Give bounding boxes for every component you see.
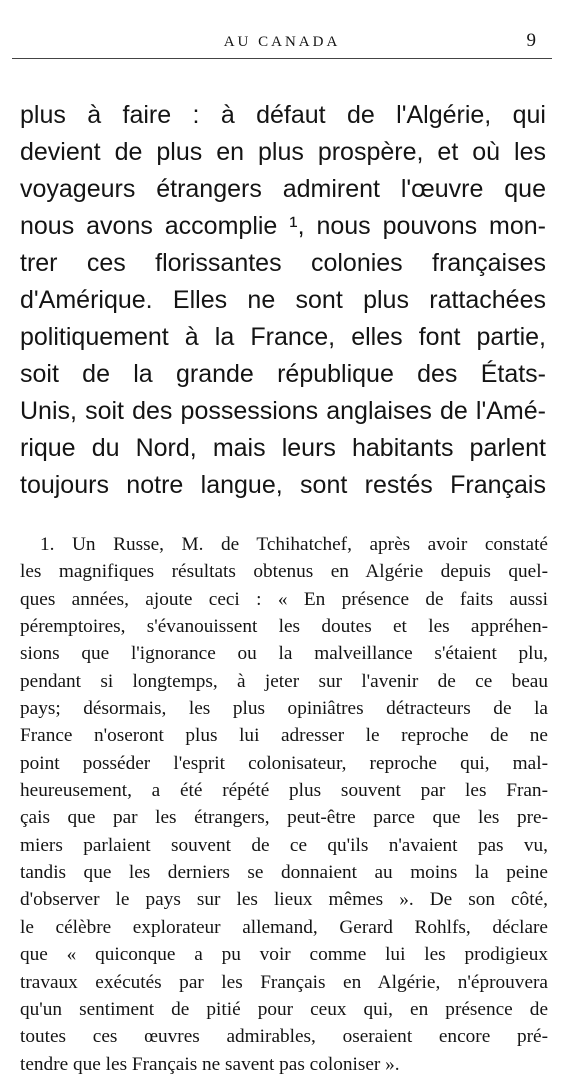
footnote-line: 1. Un Russe, M. de Tchihatchef, après avoir constaté bbox=[40, 534, 548, 555]
footnote-line: que « quiconque a pu voir comme lui les prodigieux bbox=[20, 944, 548, 966]
text-line: Unis, soit des possessions anglaises de l'Amé- bbox=[20, 397, 546, 425]
footnote bbox=[20, 531, 548, 1078]
footnote-line: tandis que les derniers se donnaient au moins la peine bbox=[20, 862, 548, 884]
text-line: d'Amérique. Elles ne sont plus rattachées bbox=[20, 286, 546, 314]
footnote-line: pays; désormais, les plus opiniâtres détracteurs de la bbox=[20, 698, 548, 720]
page-number: 9 bbox=[526, 30, 536, 51]
footnote-line: les magnifiques résultats obtenus en Algérie depuis quel- bbox=[20, 561, 548, 583]
text-line: nous avons accomplie ¹, nous pouvons mon- bbox=[20, 212, 546, 240]
text-line: devient de plus en plus prospère, et où les bbox=[20, 138, 546, 166]
footnote-line: point posséder l'esprit colonisateur, reproche qui, mal- bbox=[20, 752, 548, 774]
footnote-line: d'observer le pays sur les lieux mêmes ». De son côté, bbox=[20, 889, 548, 911]
footnote-line: sions que l'ignorance ou la malveillance s'étaient plu, bbox=[20, 643, 548, 665]
text-line: politiquement à la France, elles font partie, bbox=[20, 323, 546, 351]
footnote-line: toutes ces œuvres admirables, oseraient encore pré- bbox=[20, 1026, 548, 1048]
footnote-line: qu'un sentiment de pitié pour ceux qui, en présence de bbox=[20, 998, 548, 1020]
text-line: rique du Nord, mais leurs habitants parlent bbox=[20, 434, 546, 462]
page-header bbox=[12, 22, 552, 52]
footnote-line: pendant si longtemps, à jeter sur l'avenir de ce beau bbox=[20, 670, 548, 692]
text-line: plus à faire : à défaut de l'Algérie, qui bbox=[20, 101, 546, 129]
text-line: toujours notre langue, sont restés Français bbox=[20, 471, 546, 499]
footnote-line: France n'oseront plus lui adresser le reproche de ne bbox=[20, 725, 548, 747]
header-rule bbox=[12, 58, 552, 59]
footnote-line: travaux exécutés par les Français en Algérie, n'éprouvera bbox=[20, 971, 548, 993]
footnote-line: ques années, ajoute ceci : « En présence de faits aussi bbox=[20, 588, 548, 610]
footnote-line: çais que par les étrangers, peut-être parce que les pre- bbox=[20, 807, 548, 829]
main-text bbox=[20, 97, 546, 504]
footnote-line: miers parlaient souvent de ce qu'ils n'avaient pas vu, bbox=[20, 834, 548, 856]
footnote-line: péremptoires, s'évanouissent les doutes et les appréhen- bbox=[20, 616, 548, 638]
text-line: voyageurs étrangers admirent l'œuvre que bbox=[20, 175, 546, 203]
footnote-line: tendre que les Français ne savent pas coloniser ». bbox=[20, 1053, 400, 1075]
text-line: trer ces florissantes colonies françaises bbox=[20, 249, 546, 277]
running-head: AU CANADA bbox=[223, 34, 341, 50]
footnote-line: heureusement, a été répété plus souvent par les Fran- bbox=[20, 780, 548, 802]
footnote-line: le célèbre explorateur allemand, Gerard Rohlfs, déclare bbox=[20, 916, 548, 938]
text-line: soit de la grande république des États- bbox=[20, 360, 546, 388]
